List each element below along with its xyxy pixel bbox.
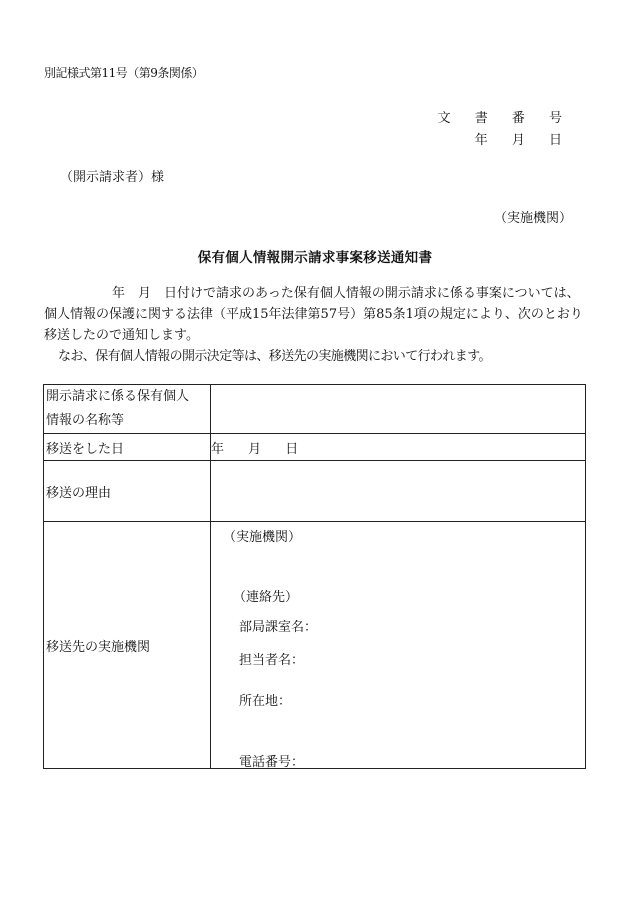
document-number-label: 文 書 番 号 bbox=[437, 111, 572, 126]
reason-cell bbox=[211, 461, 586, 522]
dest-phone: 電話番号： bbox=[239, 755, 305, 770]
row-label-line: 開示請求に係る保有個人 bbox=[46, 389, 190, 404]
row-label-info-name bbox=[44, 385, 211, 434]
sender-agency: （実施機関） bbox=[493, 211, 572, 226]
row-label-destination: 移送先の実施機関 bbox=[44, 522, 211, 769]
dest-person: 担当者名： bbox=[239, 653, 305, 668]
dest-agency: （実施機関） bbox=[223, 530, 302, 545]
destination-cell bbox=[211, 522, 586, 769]
body-rest: 個人情報の保護に関する法律（平成15年法律第57号）第85条1項の規定により、次のとおり移送したので通知します。 bbox=[44, 307, 583, 343]
table-row bbox=[44, 461, 586, 522]
row-label-reason: 移送の理由 bbox=[44, 461, 211, 522]
addressee: （開示請求者）様 bbox=[60, 170, 165, 185]
dest-contact: （連絡先） bbox=[233, 590, 299, 605]
issue-date-label: 年 月 日 bbox=[474, 133, 572, 148]
body-paragraph bbox=[44, 283, 590, 346]
transfer-date-cell: 年 月 日 bbox=[211, 434, 586, 461]
row-label-line: 情報の名称等 bbox=[46, 413, 125, 428]
dest-department: 部局課室名： bbox=[239, 620, 318, 635]
transfer-table bbox=[43, 384, 586, 769]
table-row bbox=[44, 434, 586, 461]
dest-address: 所在地： bbox=[239, 694, 292, 709]
body-lead: 年 月 日付けで請求のあった保有個人情報の開示請求に係る事案については、 bbox=[112, 286, 580, 301]
table-row bbox=[44, 385, 586, 434]
body-text bbox=[44, 283, 590, 367]
document-title: 保有個人情報開示請求事案移送通知書 bbox=[197, 250, 433, 266]
info-name-cell bbox=[211, 385, 586, 434]
table-row bbox=[44, 522, 586, 769]
form-number: 別記様式第11号（第9条関係） bbox=[44, 66, 204, 80]
body-note: なお、保有個人情報の開示決定等は、移送先の実施機関において行われます。 bbox=[58, 349, 491, 364]
row-label-transfer-date: 移送をした日 bbox=[44, 434, 211, 461]
